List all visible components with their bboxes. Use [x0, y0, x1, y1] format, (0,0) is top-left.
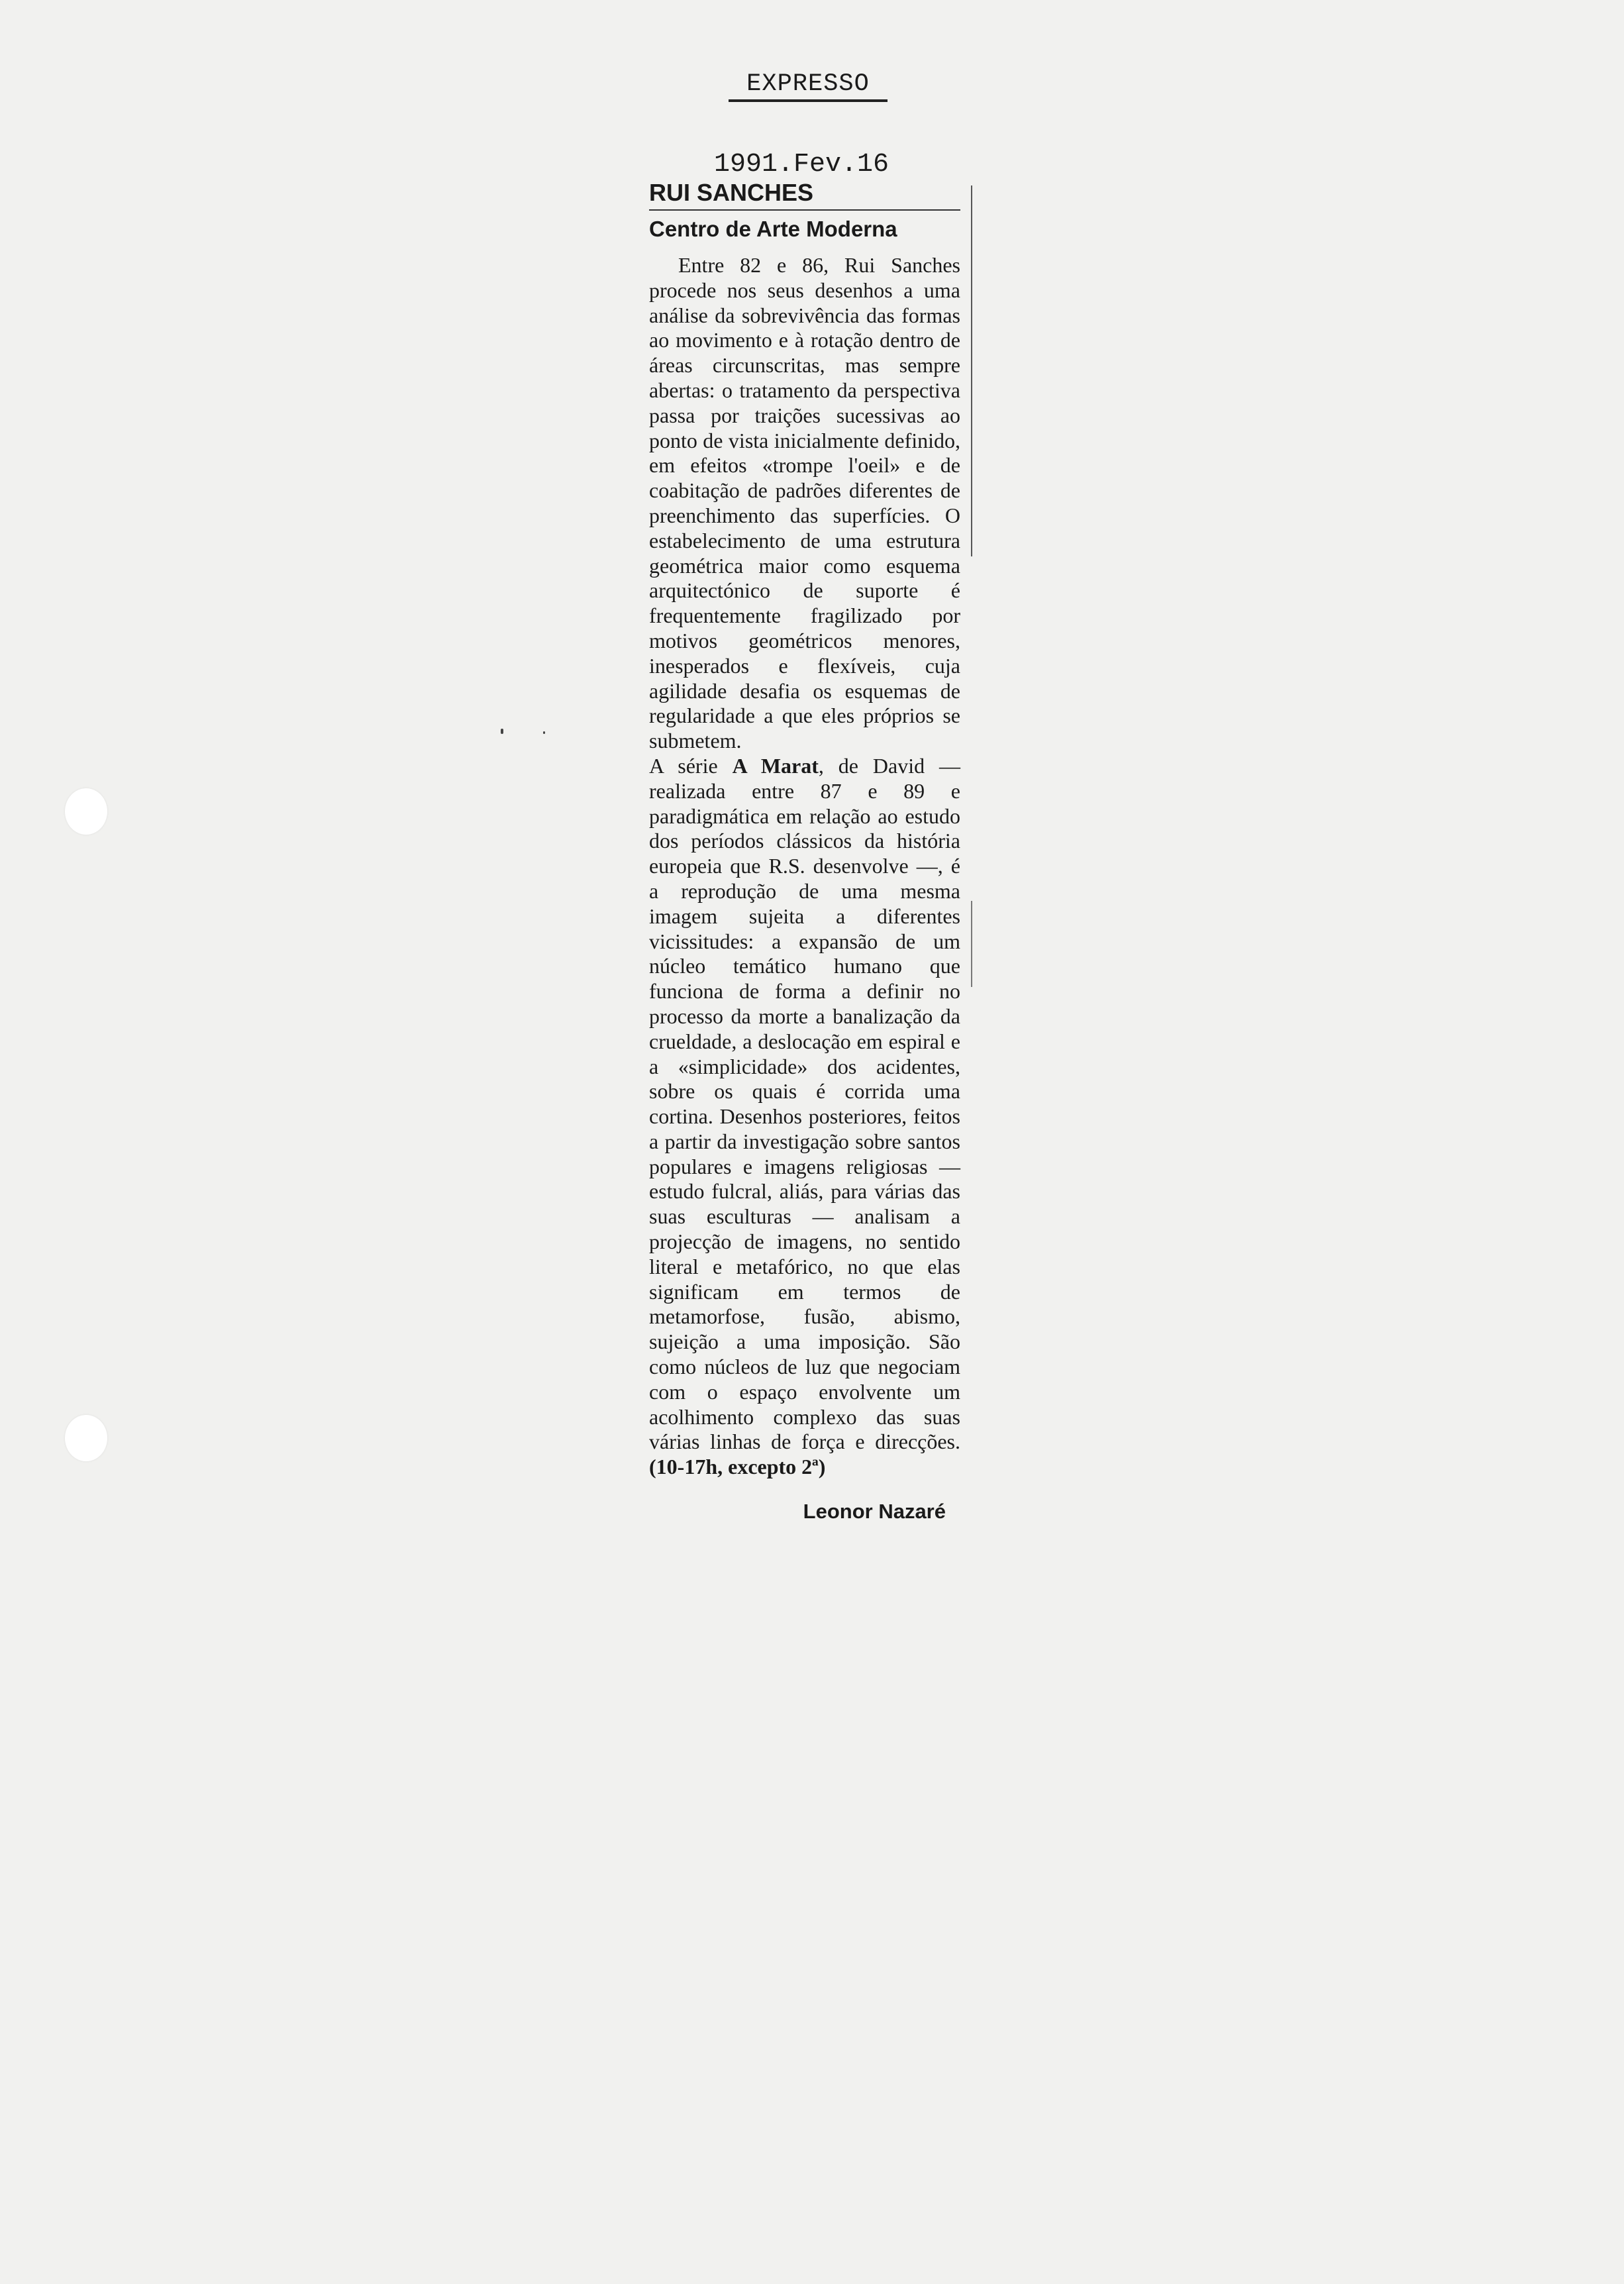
article-paragraph: [649, 754, 960, 1480]
paragraph-text: Entre 82 e 86, Rui Sanches procede nos seus desenhos a uma análise da sobrevivência das formas ao movimento e à rotação dentro de áreas circunscritas, mas sempre abertas: o tratamento da perspectiva passa por traições sucessivas ao ponto de vista inicialmente definido, em efeitos «trompe l'oeil» e de coabitação de padrões diferentes de preenchimento das superfícies. O estabelecimento de uma estrutura geométrica maior como esquema arquitectónico de suporte é frequentemente fragilizado por motivos geométricos menores, inesperados e flexíveis, cuja agilidade desafia os esquemas de regularidade a que eles próprios se submetem.: [649, 253, 960, 753]
newspaper-clipping: [649, 178, 960, 1524]
paragraph-text: A série: [649, 753, 733, 778]
punch-hole-bottom: [65, 1415, 107, 1461]
column-rule: [971, 901, 972, 987]
article-title: RUI SANCHES: [649, 178, 960, 211]
article-paragraph: [649, 253, 960, 754]
punch-hole-top: [65, 788, 107, 835]
work-title: A Marat: [732, 753, 819, 778]
ink-speck: [543, 731, 545, 734]
opening-hours: (10-17h, excepto 2ª): [649, 1455, 826, 1479]
date-stamp: 1991.Fev.16: [713, 150, 889, 180]
article-author: Leonor Nazaré: [803, 1500, 946, 1524]
publication-stamp: EXPRESSO: [729, 70, 888, 102]
article-subtitle: Centro de Arte Moderna: [649, 217, 897, 241]
ink-speck: [501, 729, 503, 734]
column-rule: [971, 185, 972, 556]
paragraph-text: , de David — realizada entre 87 e 89 e paradigmática em relação ao estudo dos períodos clássicos da história europeia que R.S. desenvolve —, é a reprodução de uma mesma imagem sujeita a diferentes vicissitudes: a expansão de um núcleo temático humano que funciona de forma a definir no processo da morte a banalização da crueldade, a deslocação em espiral e a «simplicidade» dos acidentes, sobre os quais é corrida uma cortina. Desenhos posteriores, feitos a partir da investigação sobre santos populares e imagens religiosas — estudo fulcral, aliás, para várias das suas esculturas — analisam a projecção de imagens, no sentido literal e metafórico, no que elas significam em termos de metamorfose, fusão, abismo, sujeição a uma imposição. São como núcleos de luz que negociam com o espaço envolvente um acolhimento complexo das suas várias linhas de força e direcções.: [649, 753, 960, 1454]
